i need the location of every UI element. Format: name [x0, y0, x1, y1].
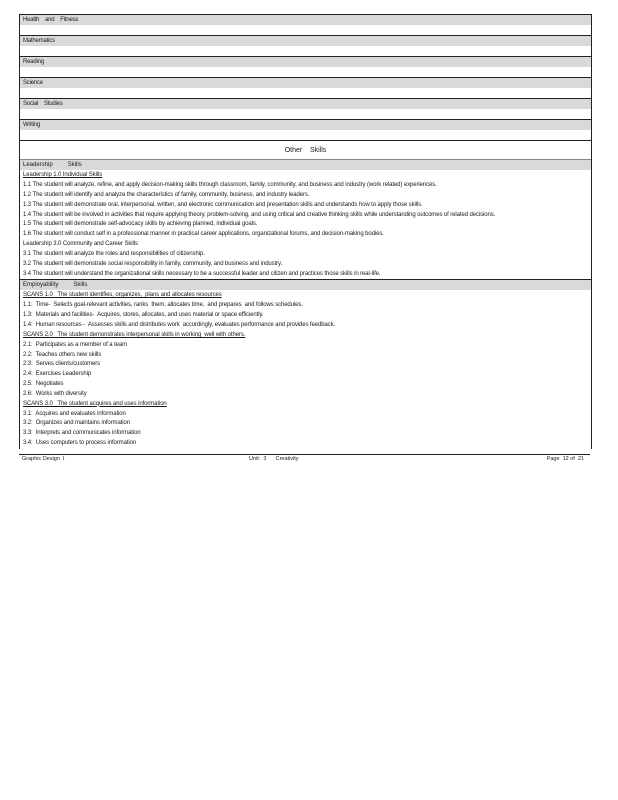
subject-heading: Mathematics	[20, 36, 591, 46]
footer-course: Graphic Design I	[22, 456, 65, 462]
skill-line: 1.3: Materials and facilities- Acquires, stores, allocates, and uses material or space efficiently.	[23, 312, 264, 319]
skill-standard-heading: SCANS 1.0 The student identifies, organizes, plans and allocates resources	[23, 292, 222, 299]
skill-line: 1.1: Time- Selects goal-relevant activities, ranks them, allocates time, and prepares and follows schedules.	[23, 302, 303, 309]
subject-row	[20, 119, 591, 140]
skill-line: 3.2: Organizes and maintains information	[23, 420, 130, 427]
skill-line: 1.4 The student will be involved in activities that require applying theory, problem-solving, and using critical and creative thinking skills while understanding outcomes of related decisions.	[23, 212, 496, 219]
skill-line: 2.4: Exercises Leadership	[23, 371, 92, 378]
employability-skills-header: Employability Skills	[20, 279, 591, 290]
skill-standard-heading: Leadership 1.0 Individual Skills	[23, 172, 103, 178]
subject-row	[20, 35, 591, 56]
subject-row	[20, 14, 591, 35]
subject-heading: Social Studies	[20, 99, 591, 109]
skill-line: 1.3 The student will demonstrate oral, interpersonal, written, and electronic communication and presentation skills and understands how to apply those skills.	[23, 201, 423, 208]
leadership-skills-header: Leadership Skills	[20, 159, 591, 170]
subject-heading: Science	[20, 78, 591, 88]
skill-line: 3.1 The student will analyze the roles and responsibilities of citizenship.	[23, 250, 205, 257]
other-skills-title: Other Skills	[20, 140, 591, 159]
skill-line: 2.5: Negotiates	[23, 381, 64, 388]
skill-line: 1.4: Human resources - Assesses skills and distributes work accordingly, evaluates performance and provides feedback.	[23, 321, 336, 328]
skill-line: 3.1: Acquires and evaluates information	[23, 410, 126, 417]
page-footer	[19, 454, 590, 465]
skill-line: 1.6 The student will conduct self in a professional manner in practical career applications, organizational forums, and decision-making bodies.	[23, 231, 384, 238]
subject-row	[20, 98, 591, 119]
skill-line: 3.4: Uses computers to process information	[23, 440, 137, 447]
subject-row	[20, 56, 591, 77]
skill-line: 2.6: Works with diversity	[23, 390, 87, 397]
skill-line: 3.3: Interprets and communicates information	[23, 430, 141, 437]
skill-line: Leadership 3.0 Community and Career Skills	[23, 241, 138, 248]
skill-line: 2.2: Teaches others new skills	[23, 351, 102, 358]
academic-subjects	[20, 14, 591, 140]
subject-heading: Health and Fitness	[20, 15, 591, 25]
skill-line: 2.1: Participates as a member of a team	[23, 341, 128, 348]
leadership-skills-list	[20, 170, 591, 279]
skill-standard-heading: SCANS 2.0 The student demonstrates interpersonal skills in working well with others.	[23, 331, 246, 338]
skill-line: 3.2 The student will demonstrate social responsibility in family, community, and business and industry.	[23, 260, 283, 267]
footer-unit: Unit: 3 Creativity	[249, 456, 299, 462]
subject-row	[20, 77, 591, 98]
skill-line: 1.5 The student will demonstrate self-advocacy skills by achieving planned, individual goals.	[23, 221, 258, 228]
skill-line: 2.3: Serves clients/customers	[23, 361, 101, 368]
skill-standard-heading: SCANS 3.0 The student acquires and uses information	[23, 400, 167, 407]
curriculum-document	[19, 14, 592, 449]
subject-heading: Writing	[20, 120, 591, 130]
footer-page-number: Page 12 of 21	[546, 456, 584, 462]
skill-line: 3.4 The student will understand the organizational skills necessary to be a successful leader and citizen and practices those skills in real-life.	[23, 270, 381, 277]
skill-line: 1.1 The student will analyze, refine, and apply decision-making skills through classroom, family, community, and business and industry (work related) experiences.	[23, 181, 437, 188]
employability-skills-list	[20, 290, 591, 449]
skill-line: 1.2 The student will identify and analyze the characteristics of family, community, business, and industry leaders.	[23, 191, 310, 198]
subject-heading: Reading	[20, 57, 591, 67]
